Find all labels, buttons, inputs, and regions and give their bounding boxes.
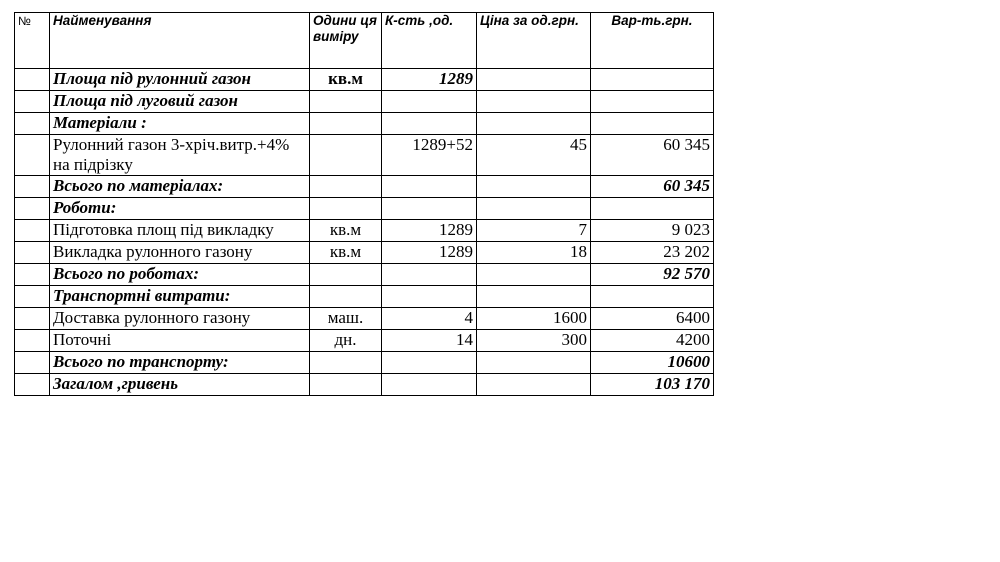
total-cell <box>591 69 714 91</box>
total-cell: 23 202 <box>591 242 714 264</box>
unit-cell <box>310 91 382 113</box>
table-row <box>15 198 714 220</box>
item-name-cell: Матеріали : <box>50 113 310 135</box>
quantity-cell <box>382 176 477 198</box>
unit-cell <box>310 352 382 374</box>
item-name-cell: Поточні <box>50 330 310 352</box>
estimate-table <box>14 12 714 396</box>
unit-price-cell <box>477 198 591 220</box>
unit-cell: кв.м <box>310 69 382 91</box>
item-name-cell: Транспортні витрати: <box>50 286 310 308</box>
table-row <box>15 69 714 91</box>
unit-price-cell: 300 <box>477 330 591 352</box>
header-number: № <box>15 13 50 69</box>
unit-cell <box>310 113 382 135</box>
quantity-cell: 4 <box>382 308 477 330</box>
quantity-cell <box>382 264 477 286</box>
quantity-cell: 1289 <box>382 220 477 242</box>
item-name-cell: Всього по роботах: <box>50 264 310 286</box>
unit-price-cell <box>477 91 591 113</box>
quantity-cell <box>382 91 477 113</box>
row-number-cell <box>15 113 50 135</box>
table-row <box>15 264 714 286</box>
table-row <box>15 242 714 264</box>
table-row <box>15 374 714 396</box>
unit-cell <box>310 135 382 176</box>
estimate-sheet <box>14 12 714 396</box>
total-cell <box>591 91 714 113</box>
item-name-cell: Площа під луговий газон <box>50 91 310 113</box>
row-number-cell <box>15 198 50 220</box>
row-number-cell <box>15 352 50 374</box>
unit-price-cell <box>477 69 591 91</box>
table-row <box>15 176 714 198</box>
total-cell: 4200 <box>591 330 714 352</box>
table-row <box>15 352 714 374</box>
row-number-cell <box>15 330 50 352</box>
quantity-cell <box>382 374 477 396</box>
total-cell: 9 023 <box>591 220 714 242</box>
item-name-cell: Рулонний газон 3-хріч.витр.+4% на підрізку <box>50 135 310 176</box>
unit-price-cell <box>477 176 591 198</box>
quantity-cell: 1289 <box>382 69 477 91</box>
row-number-cell <box>15 264 50 286</box>
unit-price-cell <box>477 286 591 308</box>
table-row <box>15 135 714 176</box>
item-name-cell: Загалом ,гривень <box>50 374 310 396</box>
row-number-cell <box>15 220 50 242</box>
total-cell: 60 345 <box>591 135 714 176</box>
total-cell <box>591 198 714 220</box>
item-name-cell: Площа під рулонний газон <box>50 69 310 91</box>
unit-price-cell <box>477 113 591 135</box>
unit-price-cell: 7 <box>477 220 591 242</box>
item-name-cell: Всього по транспорту: <box>50 352 310 374</box>
item-name-cell: Підготовка площ під викладку <box>50 220 310 242</box>
header-total: Вар-ть.грн. <box>591 13 714 69</box>
table-row <box>15 91 714 113</box>
total-cell <box>591 286 714 308</box>
quantity-cell <box>382 113 477 135</box>
row-number-cell <box>15 135 50 176</box>
header-name: Найменування <box>50 13 310 69</box>
item-name-cell: Викладка рулонного газону <box>50 242 310 264</box>
row-number-cell <box>15 69 50 91</box>
total-cell: 10600 <box>591 352 714 374</box>
total-cell <box>591 113 714 135</box>
row-number-cell <box>15 286 50 308</box>
header-unit-price: Ціна за од.грн. <box>477 13 591 69</box>
row-number-cell <box>15 308 50 330</box>
table-row <box>15 220 714 242</box>
unit-price-cell: 18 <box>477 242 591 264</box>
item-name-cell: Роботи: <box>50 198 310 220</box>
table-row <box>15 286 714 308</box>
total-cell: 60 345 <box>591 176 714 198</box>
total-cell: 103 170 <box>591 374 714 396</box>
unit-cell: кв.м <box>310 220 382 242</box>
item-name-cell: Доставка рулонного газону <box>50 308 310 330</box>
unit-cell <box>310 176 382 198</box>
quantity-cell: 1289 <box>382 242 477 264</box>
quantity-cell <box>382 198 477 220</box>
unit-price-cell <box>477 374 591 396</box>
row-number-cell <box>15 374 50 396</box>
table-row <box>15 308 714 330</box>
quantity-cell <box>382 352 477 374</box>
quantity-cell: 14 <box>382 330 477 352</box>
unit-price-cell <box>477 264 591 286</box>
row-number-cell <box>15 176 50 198</box>
row-number-cell <box>15 91 50 113</box>
table-row <box>15 113 714 135</box>
unit-cell: дн. <box>310 330 382 352</box>
item-name-cell: Всього по матеріалах: <box>50 176 310 198</box>
unit-price-cell: 1600 <box>477 308 591 330</box>
unit-cell <box>310 286 382 308</box>
unit-price-cell <box>477 352 591 374</box>
total-cell: 92 570 <box>591 264 714 286</box>
total-cell: 6400 <box>591 308 714 330</box>
quantity-cell <box>382 286 477 308</box>
unit-cell: маш. <box>310 308 382 330</box>
unit-cell: кв.м <box>310 242 382 264</box>
table-row <box>15 330 714 352</box>
quantity-cell: 1289+52 <box>382 135 477 176</box>
unit-cell <box>310 198 382 220</box>
unit-cell <box>310 374 382 396</box>
unit-cell <box>310 264 382 286</box>
row-number-cell <box>15 242 50 264</box>
unit-price-cell: 45 <box>477 135 591 176</box>
header-row <box>15 13 714 69</box>
header-unit: Одини ця виміру <box>310 13 382 69</box>
header-quantity: К-сть ,од. <box>382 13 477 69</box>
